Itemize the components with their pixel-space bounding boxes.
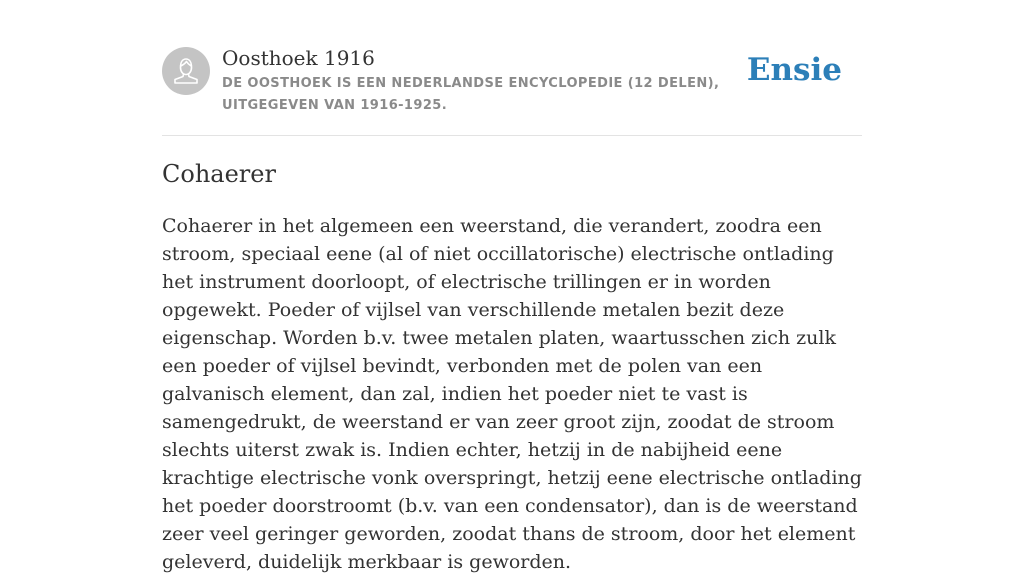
article-body: Cohaerer in het algemeen een weerstand, die verandert, zoodra een stroom, speciaal eene (al of niet occillatorische) electrische ontlading het instrument doorloopt, of electrische trillingen er in worden opgewekt. Poeder of vijlsel van verschillende metalen bezit deze eigenschap. Worden b.v. twee metalen platen, waartusschen zich zulk een poeder of vijlsel bevindt, verbonden met de polen van een galvanisch element, dan zal, indien het poeder niet te vast is samengedrukt, de weerstand er van zeer groot zijn, zoodat de stroom slechts uiterst zwak is. Indien echter, hetzij in de nabijheid eene krachtige electrische vonk overspringt, hetzij eene electrische ontlading het poeder doorstroomt (b.v. van een condensator), dan is de weerstand zeer veel geringer geworden, zoodat thans de stroom, door het element geleverd, duidelijk merkbaar is geworden. — [162, 215, 862, 573]
avatar[interactable] — [162, 47, 210, 95]
user-icon — [162, 47, 210, 95]
source-description: DE OOSTHOEK IS EEN NEDERLANDSE ENCYCLOPEDIE (12 DELEN), UITGEGEVEN VAN 1916-1925. — [222, 76, 720, 113]
ensie-logo[interactable]: Ensie — [746, 52, 842, 88]
source-name[interactable]: Oosthoek 1916 — [222, 46, 375, 70]
source-info — [222, 46, 762, 117]
header-divider — [162, 135, 862, 136]
source-header — [162, 46, 862, 118]
article-title: Cohaerer — [162, 160, 276, 188]
